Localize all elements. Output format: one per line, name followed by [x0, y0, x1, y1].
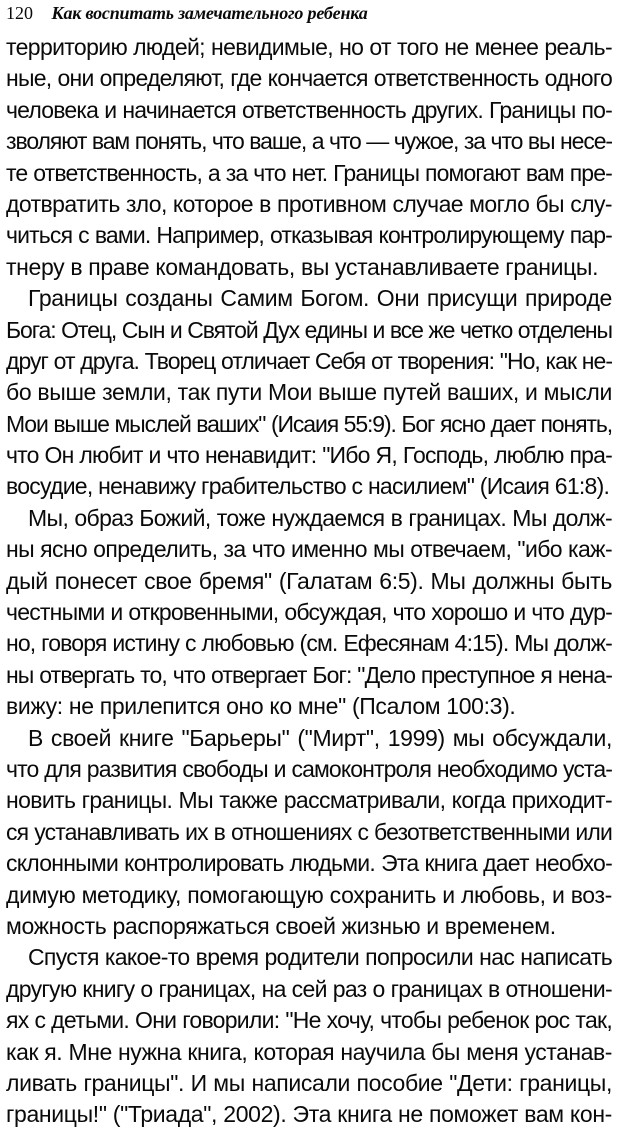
text-line: человека и начинается ответственность других. Границы по-	[6, 96, 612, 123]
text-line: честными и откровенными, обсуждая, что хорошо и что дур-	[6, 599, 612, 626]
text-line: В своей книге "Барьеры" ("Мирт", 1999) мы обсуждали,	[28, 724, 612, 751]
page-header	[6, 0, 612, 32]
text-line: димую методику, помогающую сохранить и любовь, и воз-	[6, 881, 612, 908]
text-line: ся устанавливать их в отношениях с безответственными или	[6, 818, 612, 845]
text-line: вижу: не прилепится оно ко мне" (Псалом 100:3).	[6, 693, 516, 720]
text-line: можность распоряжаться своей жизнью и временем.	[6, 912, 556, 939]
text-line: Границы созданы Самим Богом. Они присущи природе	[28, 285, 612, 312]
text-line: территорию людей; невидимые, но от того не менее реаль-	[6, 34, 612, 60]
text-line: ные, они определяют, где кончается ответственность одного	[6, 65, 612, 92]
text-line: склонными контролировать людьми. Эта книга дает необхо-	[6, 850, 612, 877]
text-line: восудие, ненавижу грабительство с насилием" (Исаия 61:8).	[6, 473, 610, 500]
running-title: Как воспитать замечательного ребенка	[51, 3, 368, 23]
body-text	[6, 32, 612, 1131]
text-line: тнеру в праве командовать, вы устанавливаете границы.	[6, 253, 599, 280]
text-line: дотвратить зло, которое в противном случае могло бы слу-	[6, 190, 612, 217]
text-line: Мои выше мыслей ваших" (Исаия 55:9). Бог ясно дает понять,	[6, 410, 612, 437]
text-line: дый понесет свое бремя" (Галатам 6:5). Мы должны быть	[6, 567, 612, 594]
text-line: Спустя какое-то время родители попросили нас написать	[28, 944, 612, 971]
text-line: ны отвергать то, что отвергает Бог: "Дело преступное я нена-	[6, 661, 612, 688]
text-line: что для развития свободы и самоконтроля необходимо уста-	[6, 755, 612, 782]
text-line: Бога: Отец, Сын и Святой Дух едины и все же четко отделены	[6, 316, 612, 343]
text-line: что Он любит и что ненавидит: "Ибо Я, Господь, люблю пра-	[6, 442, 612, 469]
text-line: ливать границы". И мы написали пособие "Дети: границы,	[6, 1069, 612, 1096]
text-line: границы!" ("Триада", 2002). Эта книга не поможет вам кон-	[6, 1101, 612, 1128]
text-line: как я. Мне нужна книга, которая научила бы меня устанав-	[6, 1038, 612, 1065]
text-line: бо выше земли, так пути Мои выше путей ваших, и мысли	[6, 379, 612, 406]
book-page	[6, 0, 612, 1128]
text-line: зволяют вам понять, что ваше, а что — чужое, за что вы несе-	[6, 128, 612, 155]
text-line: читься с вами. Например, отказывая контролирующему пар-	[6, 222, 612, 249]
text-line: ны ясно определить, за что именно мы отвечаем, "ибо каж-	[6, 536, 612, 563]
text-line: другую книгу о границах, на сей раз о границах в отношени-	[6, 975, 612, 1002]
text-line: новить границы. Мы также рассматривали, когда приходит-	[6, 787, 612, 814]
text-line: ях с детьми. Они говорили: "Не хочу, чтобы ребенок рос так,	[6, 1007, 612, 1034]
page-number: 120	[6, 3, 33, 23]
text-line: но, говоря истину с любовью (см. Ефесянам 4:15). Мы долж-	[6, 630, 612, 657]
text-line: те ответственность, а за что нет. Границы помогают вам пре-	[6, 159, 612, 186]
text-line: друг от друга. Творец отличает Себя от творения: "Но, как не-	[6, 347, 612, 374]
text-line: Мы, образ Божий, тоже нуждаемся в границах. Мы долж-	[28, 504, 612, 531]
